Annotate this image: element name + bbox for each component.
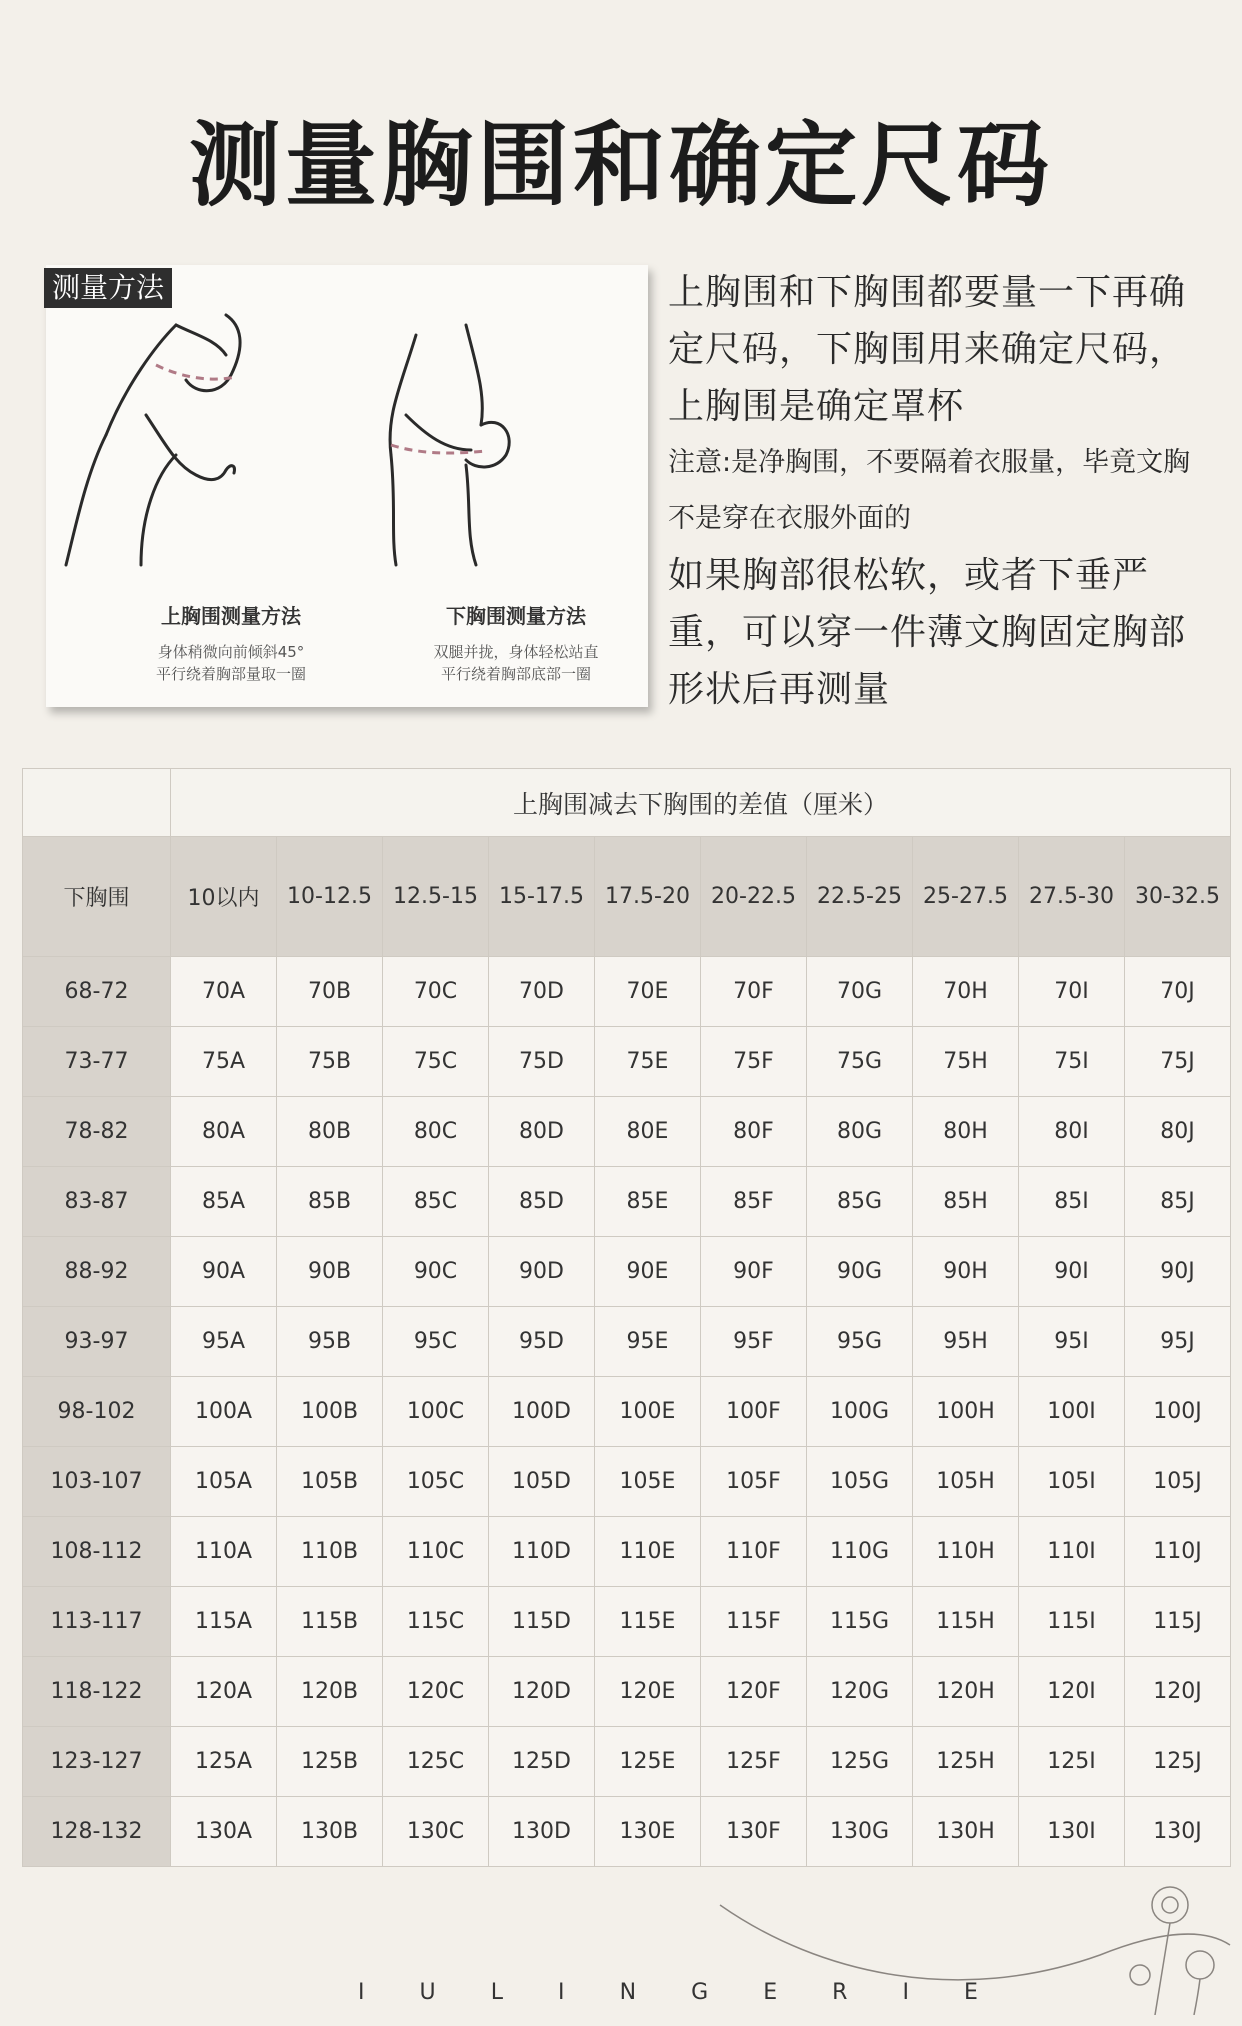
size-cell: 95I [1019,1307,1125,1377]
size-cell: 95C [383,1307,489,1377]
brand-footer [358,1980,978,2005]
size-cell: 115A [171,1587,277,1657]
under-bust-range: 68-72 [23,957,171,1027]
size-cell: 100J [1125,1377,1231,1447]
size-cell: 75E [595,1027,701,1097]
size-cell: 105D [489,1447,595,1517]
size-chart-table [22,768,1231,1867]
description-para-3: 如果胸部很松软，或者下垂严重，可以穿一件薄文胸固定胸部形状后再测量 [668,555,1187,710]
size-cell: 75F [701,1027,807,1097]
size-cell: 100A [171,1377,277,1447]
size-cell: 105A [171,1447,277,1517]
table-row [23,1517,1231,1587]
under-bust-range: 88-92 [23,1237,171,1307]
under-bust-caption [381,600,651,685]
size-cell: 95A [171,1307,277,1377]
size-cell: 100D [489,1377,595,1447]
size-cell: 125I [1019,1727,1125,1797]
footer-letter: G [691,1980,709,2005]
size-cell: 120G [807,1657,913,1727]
size-cell: 100E [595,1377,701,1447]
column-header: 25-27.5 [913,837,1019,957]
page-title: 测量胸围和确定尺码 [188,111,1053,219]
size-cell: 115C [383,1587,489,1657]
size-cell: 110C [383,1517,489,1587]
size-cell: 90E [595,1237,701,1307]
size-cell: 85A [171,1167,277,1237]
size-cell: 95F [701,1307,807,1377]
size-cell: 70D [489,957,595,1027]
size-cell: 95B [277,1307,383,1377]
size-cell: 130B [277,1797,383,1867]
size-cell: 120C [383,1657,489,1727]
column-header: 17.5-20 [595,837,701,957]
size-cell: 70A [171,957,277,1027]
size-cell: 75J [1125,1027,1231,1097]
size-cell: 100F [701,1377,807,1447]
table-row [23,1797,1231,1867]
under-bust-method-title: 下胸围测量方法 [446,604,586,628]
size-cell: 130J [1125,1797,1231,1867]
table-corner-cell [23,769,171,837]
size-cell: 85D [489,1167,595,1237]
size-cell: 75G [807,1027,913,1097]
size-cell: 115H [913,1587,1019,1657]
size-cell: 130D [489,1797,595,1867]
size-cell: 130H [913,1797,1019,1867]
size-cell: 120D [489,1657,595,1727]
size-cell: 120F [701,1657,807,1727]
size-cell: 125E [595,1727,701,1797]
size-cell: 95G [807,1307,913,1377]
upper-bust-caption [96,600,366,685]
table-row [23,1237,1231,1307]
size-cell: 80H [913,1097,1019,1167]
size-cell: 85G [807,1167,913,1237]
size-cell: 90F [701,1237,807,1307]
footer-letter: R [832,1980,848,2005]
size-cell: 80C [383,1097,489,1167]
size-cell: 90D [489,1237,595,1307]
footer-letter: N [619,1980,637,2005]
table-row [23,1307,1231,1377]
size-cell: 110B [277,1517,383,1587]
size-cell: 100G [807,1377,913,1447]
footer-letter: I [902,1980,909,2005]
upper-bust-instruction-2: 平行绕着胸部量取一圈 [155,665,306,683]
size-cell: 90G [807,1237,913,1307]
size-cell: 85E [595,1167,701,1237]
size-cell: 95J [1125,1307,1231,1377]
description-note: 注意:是净胸围，不要隔着衣服量，毕竟文胸不是穿在衣服外面的 [668,447,1191,534]
size-cell: 110H [913,1517,1019,1587]
size-cell: 130F [701,1797,807,1867]
column-header: 27.5-30 [1019,837,1125,957]
size-cell: 120H [913,1657,1019,1727]
size-cell: 125B [277,1727,383,1797]
size-cell: 120I [1019,1657,1125,1727]
size-cell: 90H [913,1237,1019,1307]
column-header: 12.5-15 [383,837,489,957]
size-cell: 120B [277,1657,383,1727]
size-cell: 105I [1019,1447,1125,1517]
footer-letter: I [358,1980,365,2005]
size-cell: 105G [807,1447,913,1517]
size-cell: 105E [595,1447,701,1517]
under-bust-instruction-2: 平行绕着胸部底部一圈 [440,665,591,683]
size-cell: 80I [1019,1097,1125,1167]
size-cell: 110F [701,1517,807,1587]
size-cell: 130I [1019,1797,1125,1867]
under-bust-range: 113-117 [23,1587,171,1657]
column-header: 30-32.5 [1125,837,1231,957]
column-header: 15-17.5 [489,837,595,957]
table-row [23,1657,1231,1727]
size-cell: 125A [171,1727,277,1797]
size-cell: 115D [489,1587,595,1657]
size-cell: 70G [807,957,913,1027]
table-row [23,1377,1231,1447]
under-bust-range: 98-102 [23,1377,171,1447]
size-cell: 85H [913,1167,1019,1237]
size-cell: 115E [595,1587,701,1657]
under-bust-range: 123-127 [23,1727,171,1797]
size-cell: 110G [807,1517,913,1587]
size-cell: 75D [489,1027,595,1097]
footer-letter: U [419,1980,436,2005]
size-cell: 110I [1019,1517,1125,1587]
size-cell: 95H [913,1307,1019,1377]
size-cell: 110D [489,1517,595,1587]
description-block [668,264,1208,718]
size-cell: 85F [701,1167,807,1237]
size-cell: 75C [383,1027,489,1097]
size-cell: 75B [277,1027,383,1097]
size-cell: 125F [701,1727,807,1797]
under-bust-range: 78-82 [23,1097,171,1167]
size-cell: 100C [383,1377,489,1447]
size-cell: 70H [913,957,1019,1027]
size-cell: 105H [913,1447,1019,1517]
size-cell: 115F [701,1587,807,1657]
size-cell: 90B [277,1237,383,1307]
size-cell: 125J [1125,1727,1231,1797]
size-cell: 80G [807,1097,913,1167]
footer-letter: E [964,1980,978,2005]
size-cell: 110E [595,1517,701,1587]
size-cell: 95D [489,1307,595,1377]
upper-bust-method-title: 上胸围测量方法 [161,604,301,628]
size-cell: 130G [807,1797,913,1867]
under-bust-range: 108-112 [23,1517,171,1587]
size-cell: 110A [171,1517,277,1587]
under-bust-range: 118-122 [23,1657,171,1727]
under-bust-range: 103-107 [23,1447,171,1517]
size-cell: 80J [1125,1097,1231,1167]
measurement-method-card [46,265,648,707]
footer-letter: I [558,1980,565,2005]
size-cell: 80A [171,1097,277,1167]
under-bust-range: 93-97 [23,1307,171,1377]
size-cell: 90I [1019,1237,1125,1307]
size-cell: 100I [1019,1377,1125,1447]
column-header: 22.5-25 [807,837,913,957]
size-cell: 125C [383,1727,489,1797]
size-cell: 70C [383,957,489,1027]
size-cell: 120E [595,1657,701,1727]
column-header: 20-22.5 [701,837,807,957]
size-cell: 85C [383,1167,489,1237]
size-cell: 80E [595,1097,701,1167]
size-cell: 115J [1125,1587,1231,1657]
table-row [23,1587,1231,1657]
size-cell: 125D [489,1727,595,1797]
size-cell: 90J [1125,1237,1231,1307]
table-row [23,1097,1231,1167]
description-para-1: 上胸围和下胸围都要量一下再确定尺码，下胸围用来确定尺码，上胸围是确定罩杯 [668,272,1187,427]
table-row [23,1727,1231,1797]
size-cell: 85J [1125,1167,1231,1237]
under-bust-range: 83-87 [23,1167,171,1237]
size-cell: 70I [1019,957,1125,1027]
size-cell: 125G [807,1727,913,1797]
under-bust-instruction-1: 双腿并拢，身体轻松站直 [433,643,599,661]
difference-header: 上胸围减去下胸围的差值（厘米） [171,769,1231,837]
size-cell: 75I [1019,1027,1125,1097]
under-bust-range: 73-77 [23,1027,171,1097]
size-cell: 70B [277,957,383,1027]
size-cell: 90C [383,1237,489,1307]
size-cell: 95E [595,1307,701,1377]
size-cell: 120J [1125,1657,1231,1727]
footer-letter: L [490,1980,503,2005]
column-header: 10-12.5 [277,837,383,957]
size-cell: 90A [171,1237,277,1307]
size-cell: 115I [1019,1587,1125,1657]
size-cell: 100H [913,1377,1019,1447]
table-row [23,1027,1231,1097]
size-cell: 125H [913,1727,1019,1797]
size-cell: 85B [277,1167,383,1237]
size-cell: 105B [277,1447,383,1517]
size-cell: 70E [595,957,701,1027]
size-cell: 70F [701,957,807,1027]
column-header: 10以内 [171,837,277,957]
size-cell: 70J [1125,957,1231,1027]
size-cell: 115B [277,1587,383,1657]
size-cell: 80B [277,1097,383,1167]
size-cell: 130A [171,1797,277,1867]
footer-letter: E [763,1980,778,2005]
size-cell: 85I [1019,1167,1125,1237]
size-cell: 110J [1125,1517,1231,1587]
table-row [23,957,1231,1027]
size-cell: 75A [171,1027,277,1097]
size-cell: 105F [701,1447,807,1517]
size-cell: 115G [807,1587,913,1657]
size-cell: 80D [489,1097,595,1167]
size-cell: 105J [1125,1447,1231,1517]
size-cell: 130C [383,1797,489,1867]
table-row [23,1447,1231,1517]
under-bust-header: 下胸围 [23,837,171,957]
method-tag: 测量方法 [44,268,172,308]
table-row [23,1167,1231,1237]
under-bust-range: 128-132 [23,1797,171,1867]
upper-bust-instruction-1: 身体稍微向前倾斜45° [157,643,305,661]
size-cell: 130E [595,1797,701,1867]
size-cell: 105C [383,1447,489,1517]
size-cell: 75H [913,1027,1019,1097]
size-cell: 120A [171,1657,277,1727]
size-cell: 100B [277,1377,383,1447]
size-cell: 80F [701,1097,807,1167]
